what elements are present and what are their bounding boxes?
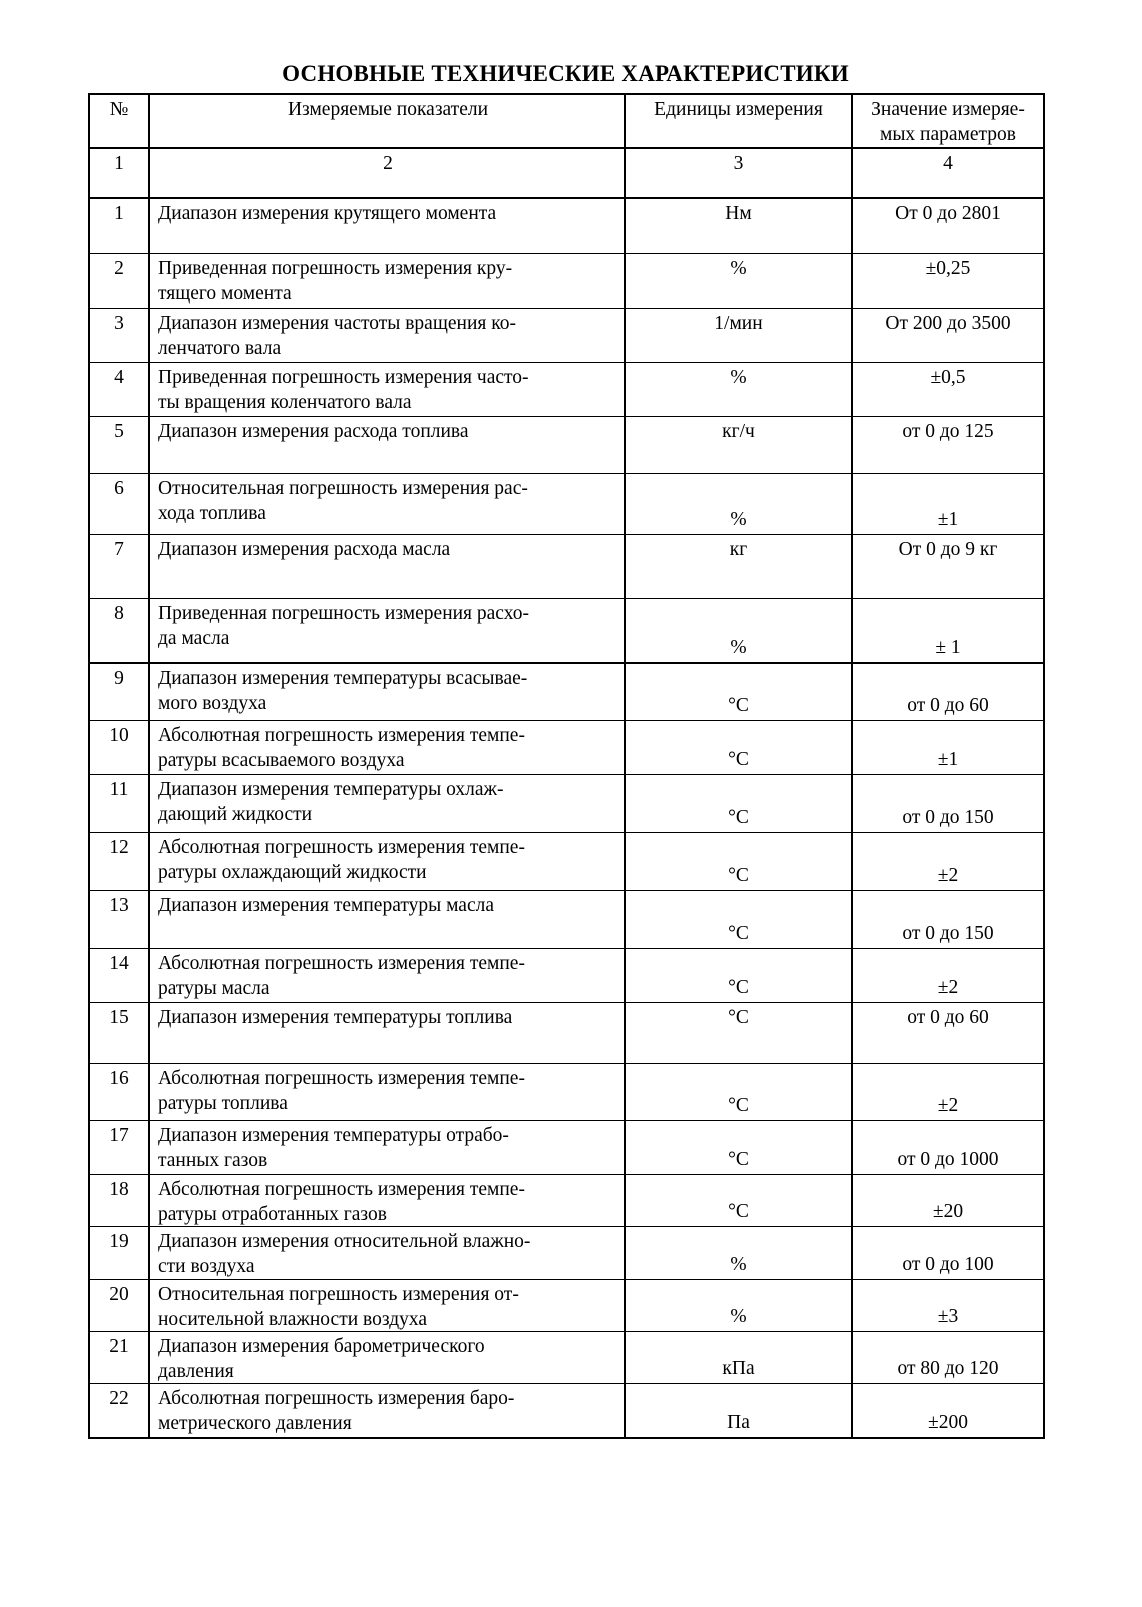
row-number-cell — [89, 254, 149, 309]
row-number: 7 — [114, 539, 124, 560]
parameter-value-cell — [852, 775, 1044, 833]
table-row — [89, 474, 1044, 535]
measurement-unit-cell — [625, 1227, 852, 1280]
parameter-description-line-1: Диапазон измерения барометрического — [158, 1336, 485, 1357]
header-cell-value — [852, 94, 1044, 148]
colnum-cell-4 — [852, 148, 1044, 198]
parameter-description-line-1: Приведенная погрешность измерения часто- — [158, 367, 529, 388]
table-row — [89, 949, 1044, 1003]
parameter-description-line-2: метрического давления — [158, 1413, 352, 1434]
table-body — [89, 94, 1044, 1438]
parameter-description-line-1: Абсолютная погрешность измерения баро- — [158, 1388, 515, 1409]
row-number: 22 — [109, 1388, 129, 1409]
row-number: 17 — [109, 1125, 129, 1146]
parameter-description-cell — [149, 833, 625, 891]
parameter-description-cell — [149, 1121, 625, 1175]
measurement-unit-cell — [625, 949, 852, 1003]
header-cell-desc — [149, 94, 625, 148]
parameter-description-line-2: да масла — [158, 628, 230, 649]
row-number: 20 — [109, 1284, 129, 1305]
parameter-value: от 0 до 150 — [902, 807, 994, 828]
parameter-value-cell — [852, 309, 1044, 363]
header-label-value-line1: Значение измеряе- — [871, 99, 1025, 120]
table-row — [89, 1332, 1044, 1384]
parameter-value-cell — [852, 1384, 1044, 1439]
measurement-unit: °C — [728, 749, 749, 770]
measurement-unit-cell — [625, 1280, 852, 1332]
parameter-value-cell — [852, 198, 1044, 254]
measurement-unit: % — [730, 1254, 747, 1275]
measurement-unit: 1/мин — [714, 313, 763, 334]
parameter-description-cell — [149, 891, 625, 949]
parameter-value-cell — [852, 833, 1044, 891]
header-label-unit: Единицы измерения — [654, 99, 823, 120]
row-number-cell — [89, 198, 149, 254]
measurement-unit: Па — [727, 1412, 750, 1433]
parameter-description-line-1: Абсолютная погрешность измерения темпе- — [158, 953, 525, 974]
row-number: 10 — [109, 725, 129, 746]
parameter-value-cell — [852, 1175, 1044, 1227]
row-number-cell — [89, 1121, 149, 1175]
row-number: 3 — [114, 313, 124, 334]
measurement-unit: °C — [728, 865, 749, 886]
measurement-unit-cell — [625, 1121, 852, 1175]
row-number-cell — [89, 309, 149, 363]
parameter-description-line-1: Абсолютная погрешность измерения темпе- — [158, 725, 525, 746]
row-number: 13 — [109, 895, 129, 916]
parameter-value-cell — [852, 891, 1044, 949]
parameter-value: от 80 до 120 — [897, 1358, 999, 1379]
table-row — [89, 309, 1044, 363]
parameter-value-cell — [852, 721, 1044, 775]
parameter-value-cell — [852, 474, 1044, 535]
table-row — [89, 363, 1044, 417]
parameter-value: ± 1 — [935, 637, 961, 658]
row-number-cell — [89, 599, 149, 664]
table-row — [89, 1227, 1044, 1280]
parameter-description-cell — [149, 599, 625, 664]
parameter-value-cell — [852, 363, 1044, 417]
parameter-description-line-1: Диапазон измерения температуры охлаж- — [158, 779, 504, 800]
parameter-description-line-2: ратуры охлаждающий жидкости — [158, 862, 427, 883]
parameter-value: ±2 — [937, 865, 959, 886]
measurement-unit: °C — [728, 1095, 749, 1116]
measurement-unit: °C — [728, 1007, 749, 1028]
parameter-value-cell — [852, 1003, 1044, 1064]
parameter-description-line-1: Приведенная погрешность измерения расхо- — [158, 603, 529, 624]
measurement-unit: °C — [728, 695, 749, 716]
parameter-description-line-1: Абсолютная погрешность измерения темпе- — [158, 837, 525, 858]
parameter-value: От 0 до 9 кг — [898, 539, 998, 560]
measurement-unit-cell — [625, 417, 852, 474]
parameter-description-line-2: танных газов — [158, 1150, 268, 1171]
colnum-cell-2 — [149, 148, 625, 198]
parameter-description-cell — [149, 474, 625, 535]
parameter-value: от 0 до 1000 — [897, 1149, 999, 1170]
parameter-description-line-1: Диапазон измерения температуры отрабо- — [158, 1125, 509, 1146]
parameter-value: От 0 до 2801 — [895, 203, 1001, 224]
parameter-value-cell — [852, 1280, 1044, 1332]
row-number: 6 — [114, 478, 124, 499]
table-row — [89, 599, 1044, 664]
table-row — [89, 1384, 1044, 1439]
row-number: 15 — [109, 1007, 129, 1028]
row-number-cell — [89, 833, 149, 891]
row-number: 11 — [109, 779, 129, 800]
parameter-description-line-2: ратуры топлива — [158, 1093, 288, 1114]
row-number-cell — [89, 891, 149, 949]
parameter-description-line-2: ратуры масла — [158, 978, 270, 999]
table-row — [89, 417, 1044, 474]
colnum-label-2: 2 — [383, 153, 393, 174]
parameter-value: от 0 до 150 — [902, 923, 994, 944]
colnum-cell-1 — [89, 148, 149, 198]
row-number: 5 — [114, 421, 124, 442]
measurement-unit-cell — [625, 721, 852, 775]
parameter-description-cell — [149, 1332, 625, 1384]
measurement-unit-cell — [625, 891, 852, 949]
parameter-value-cell — [852, 949, 1044, 1003]
parameter-description-cell — [149, 1175, 625, 1227]
parameter-description-line-1: Приведенная погрешность измерения кру- — [158, 258, 513, 279]
parameter-value-cell — [852, 1332, 1044, 1384]
parameter-value-cell — [852, 1227, 1044, 1280]
measurement-unit-cell — [625, 363, 852, 417]
header-cell-unit — [625, 94, 852, 148]
parameter-description-cell — [149, 535, 625, 599]
row-number-cell — [89, 535, 149, 599]
parameter-description-line-2: ратуры отработанных газов — [158, 1204, 387, 1225]
row-number-cell — [89, 1384, 149, 1439]
measurement-unit-cell — [625, 599, 852, 664]
measurement-unit: % — [730, 258, 747, 279]
parameter-description-cell — [149, 1384, 625, 1439]
row-number: 2 — [114, 258, 124, 279]
parameter-description-line-1: Диапазон измерения температуры топлива — [158, 1007, 513, 1028]
parameter-value-cell — [852, 1064, 1044, 1121]
parameter-description-cell — [149, 198, 625, 254]
measurement-unit: кг/ч — [722, 421, 755, 442]
parameter-value: от 0 до 60 — [907, 1007, 989, 1028]
parameter-description-line-1: Относительная погрешность измерения от- — [158, 1284, 519, 1305]
parameter-value: ±1 — [937, 509, 959, 530]
parameter-value-cell — [852, 535, 1044, 599]
parameter-description-cell — [149, 949, 625, 1003]
parameter-value: от 0 до 60 — [907, 695, 989, 716]
row-number-cell — [89, 1003, 149, 1064]
parameter-value: ±3 — [937, 1306, 959, 1327]
table-row — [89, 663, 1044, 721]
parameter-description-line-1: Диапазон измерения температуры всасывае- — [158, 668, 528, 689]
parameter-value-cell — [852, 663, 1044, 721]
table-row — [89, 1064, 1044, 1121]
parameter-description-line-1: Диапазон измерения относительной влажно- — [158, 1231, 531, 1252]
row-number: 19 — [109, 1231, 129, 1252]
parameter-value: ±2 — [937, 1095, 959, 1116]
measurement-unit: °C — [728, 807, 749, 828]
table-header-row — [89, 94, 1044, 148]
colnum-cell-3 — [625, 148, 852, 198]
table-row — [89, 1121, 1044, 1175]
measurement-unit-cell — [625, 1064, 852, 1121]
measurement-unit: Нм — [725, 203, 752, 224]
measurement-unit-cell — [625, 663, 852, 721]
measurement-unit: °C — [728, 923, 749, 944]
parameter-value: ±0,25 — [925, 258, 971, 279]
parameter-description-cell — [149, 309, 625, 363]
measurement-unit-cell — [625, 1003, 852, 1064]
parameter-description-cell — [149, 417, 625, 474]
row-number: 14 — [109, 953, 129, 974]
measurement-unit-cell — [625, 833, 852, 891]
table-row — [89, 1003, 1044, 1064]
parameter-value: ±200 — [928, 1412, 968, 1433]
parameter-description-line-1: Диапазон измерения крутящего момента — [158, 203, 497, 224]
column-number-row — [89, 148, 1044, 198]
measurement-unit-cell — [625, 1175, 852, 1227]
header-label-num: № — [109, 99, 129, 120]
parameter-description-line-1: Диапазон измерения частоты вращения ко- — [158, 313, 516, 334]
measurement-unit: % — [730, 509, 747, 530]
row-number: 8 — [114, 603, 124, 624]
parameter-description-line-1: Абсолютная погрешность измерения темпе- — [158, 1179, 525, 1200]
parameter-description-line-2: ты вращения коленчатого вала — [158, 392, 412, 413]
header-label-desc: Измеряемые показатели — [287, 99, 489, 120]
row-number-cell — [89, 417, 149, 474]
row-number-cell — [89, 949, 149, 1003]
header-label-value-line2: мых параметров — [879, 124, 1017, 145]
parameter-description-line-1: Диапазон измерения температуры масла — [158, 895, 495, 916]
measurement-unit-cell — [625, 254, 852, 309]
parameter-description-cell — [149, 1227, 625, 1280]
colnum-label-4: 4 — [943, 153, 953, 174]
parameter-description-line-2: носительной влажности воздуха — [158, 1309, 428, 1330]
measurement-unit-cell — [625, 474, 852, 535]
parameter-description-cell — [149, 1280, 625, 1332]
row-number-cell — [89, 363, 149, 417]
row-number-cell — [89, 1064, 149, 1121]
parameter-description-cell — [149, 775, 625, 833]
measurement-unit: % — [730, 367, 747, 388]
row-number-cell — [89, 721, 149, 775]
row-number-cell — [89, 1175, 149, 1227]
table-row — [89, 775, 1044, 833]
table-row — [89, 1175, 1044, 1227]
parameter-value: ±20 — [932, 1201, 964, 1222]
parameter-description-line-2: ратуры всасываемого воздуха — [158, 750, 405, 771]
parameter-description-line-2: мого воздуха — [158, 693, 267, 714]
parameter-description-line-1: Относительная погрешность измерения рас- — [158, 478, 528, 499]
measurement-unit-cell — [625, 198, 852, 254]
measurement-unit-cell — [625, 535, 852, 599]
row-number-cell — [89, 1332, 149, 1384]
table-row — [89, 721, 1044, 775]
parameter-description-line-2: сти воздуха — [158, 1256, 255, 1277]
table-row — [89, 254, 1044, 309]
parameter-value: От 200 до 3500 — [885, 313, 1011, 334]
parameter-value: от 0 до 100 — [902, 1254, 994, 1275]
row-number: 1 — [114, 203, 124, 224]
parameter-description-cell — [149, 1003, 625, 1064]
parameter-description-line-1: Абсолютная погрешность измерения темпе- — [158, 1068, 525, 1089]
parameter-description-line-2: хода топлива — [158, 503, 266, 524]
parameter-description-line-1: Диапазон измерения расхода масла — [158, 539, 451, 560]
measurement-unit-cell — [625, 1384, 852, 1439]
row-number: 12 — [109, 837, 129, 858]
row-number: 21 — [109, 1336, 129, 1357]
row-number-cell — [89, 775, 149, 833]
table-row — [89, 1280, 1044, 1332]
measurement-unit-cell — [625, 1332, 852, 1384]
row-number: 9 — [114, 668, 124, 689]
parameter-description-cell — [149, 254, 625, 309]
parameter-description-cell — [149, 1064, 625, 1121]
row-number-cell — [89, 1227, 149, 1280]
parameter-value: ±2 — [937, 977, 959, 998]
measurement-unit-cell — [625, 775, 852, 833]
measurement-unit: °C — [728, 1149, 749, 1170]
parameter-description-line-2: дающий жидкости — [158, 804, 313, 825]
measurement-unit-cell — [625, 309, 852, 363]
page-title: ОСНОВНЫЕ ТЕХНИЧЕСКИЕ ХАРАКТЕРИСТИКИ — [282, 61, 849, 86]
parameter-description-cell — [149, 663, 625, 721]
parameter-value: ±1 — [937, 749, 959, 770]
measurement-unit: °C — [728, 1201, 749, 1222]
parameter-description-line-2: давления — [158, 1361, 234, 1382]
measurement-unit: % — [730, 1306, 747, 1327]
row-number-cell — [89, 474, 149, 535]
measurement-unit: кг — [729, 539, 748, 560]
row-number-cell — [89, 663, 149, 721]
colnum-label-3: 3 — [733, 153, 744, 174]
parameter-value: от 0 до 125 — [902, 421, 994, 442]
parameter-value-cell — [852, 599, 1044, 664]
table-row — [89, 535, 1044, 599]
measurement-unit: кПа — [722, 1358, 755, 1379]
row-number: 4 — [114, 367, 124, 388]
parameter-value: ±0,5 — [930, 367, 966, 388]
header-cell-num — [89, 94, 149, 148]
parameter-value-cell — [852, 1121, 1044, 1175]
parameter-value-cell — [852, 417, 1044, 474]
row-number: 16 — [109, 1068, 129, 1089]
measurement-unit: °C — [728, 977, 749, 998]
parameter-description-line-2: ленчатого вала — [158, 338, 282, 359]
parameter-description-cell — [149, 721, 625, 775]
parameter-value-cell — [852, 254, 1044, 309]
row-number: 18 — [109, 1179, 129, 1200]
measurement-unit: % — [730, 637, 747, 658]
table-row — [89, 198, 1044, 254]
parameter-description-line-2: тящего момента — [158, 283, 292, 304]
parameter-description-cell — [149, 363, 625, 417]
colnum-label-1: 1 — [114, 153, 124, 174]
row-number-cell — [89, 1280, 149, 1332]
technical-specifications-table — [88, 93, 1045, 1439]
parameter-description-line-1: Диапазон измерения расхода топлива — [158, 421, 469, 442]
table-row — [89, 891, 1044, 949]
table-row — [89, 833, 1044, 891]
